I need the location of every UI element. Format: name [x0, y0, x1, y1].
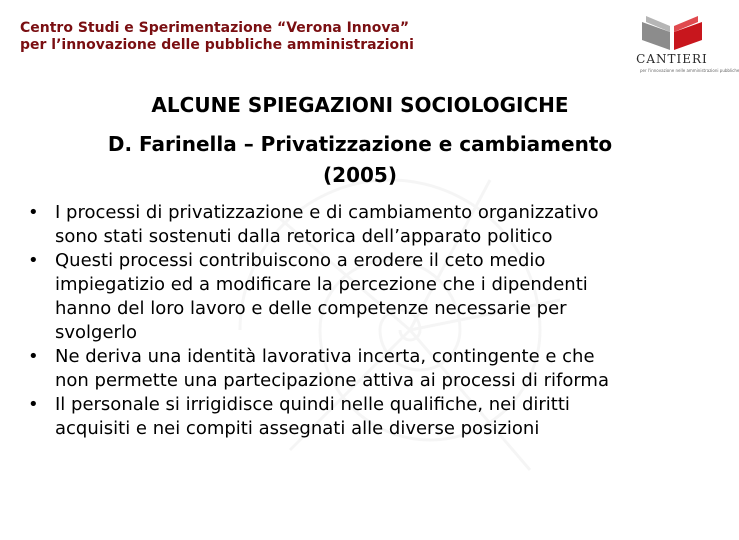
- header: [20, 20, 414, 54]
- header-line-1: Centro Studi e Sperimentazione “Verona Innova”: [20, 20, 410, 36]
- bullet-item: [28, 393, 716, 441]
- bullet-list: [28, 201, 716, 441]
- bullet-line: I processi di privatizzazione e di cambiamento organizzativo: [55, 202, 599, 223]
- bullet-line: Questi processi contribuiscono a erodere il ceto medio: [55, 250, 546, 271]
- bullet-item: [28, 345, 716, 393]
- bullet-dot-icon: •: [28, 346, 39, 367]
- bullet-line: svolgerlo: [55, 322, 137, 343]
- bullet-line: Il personale si irrigidisce quindi nelle qualifiche, nei diritti: [55, 394, 570, 415]
- bullet-dot-icon: •: [28, 202, 39, 223]
- bullet-dot-icon: •: [28, 250, 39, 271]
- logo-name: CANTIERI: [636, 52, 708, 66]
- bullet-line: sono stati sostenuti dalla retorica dell’apparato politico: [55, 226, 553, 247]
- books-icon: [632, 12, 712, 52]
- bullet-item: [28, 201, 716, 249]
- bullet-line: hanno del loro lavoro e delle competenze necessarie per: [55, 298, 567, 319]
- bullet-item: [28, 249, 716, 345]
- logo-subtitle: per l'innovazione nelle amministrazioni pubbliche: [640, 68, 739, 73]
- cantieri-logo: [632, 12, 739, 80]
- slide-subtitle-line-2: (2005): [323, 163, 397, 187]
- slide-subtitle: [0, 129, 720, 191]
- bullet-line: acquisiti e nei compiti assegnati alle diverse posizioni: [55, 418, 540, 439]
- header-line-2: per l’innovazione delle pubbliche amministrazioni: [20, 37, 414, 53]
- bullet-dot-icon: •: [28, 394, 39, 415]
- bullet-line: impiegatizio ed a modificare la percezione che i dipendenti: [55, 274, 588, 295]
- bullet-line: Ne deriva una identità lavorativa incerta, contingente e che: [55, 346, 595, 367]
- slide-title: ALCUNE SPIEGAZIONI SOCIOLOGICHE: [151, 93, 569, 117]
- slide-subtitle-line-1: D. Farinella – Privatizzazione e cambiamento: [107, 132, 613, 156]
- bullet-line: non permette una partecipazione attiva ai processi di riforma: [55, 370, 609, 391]
